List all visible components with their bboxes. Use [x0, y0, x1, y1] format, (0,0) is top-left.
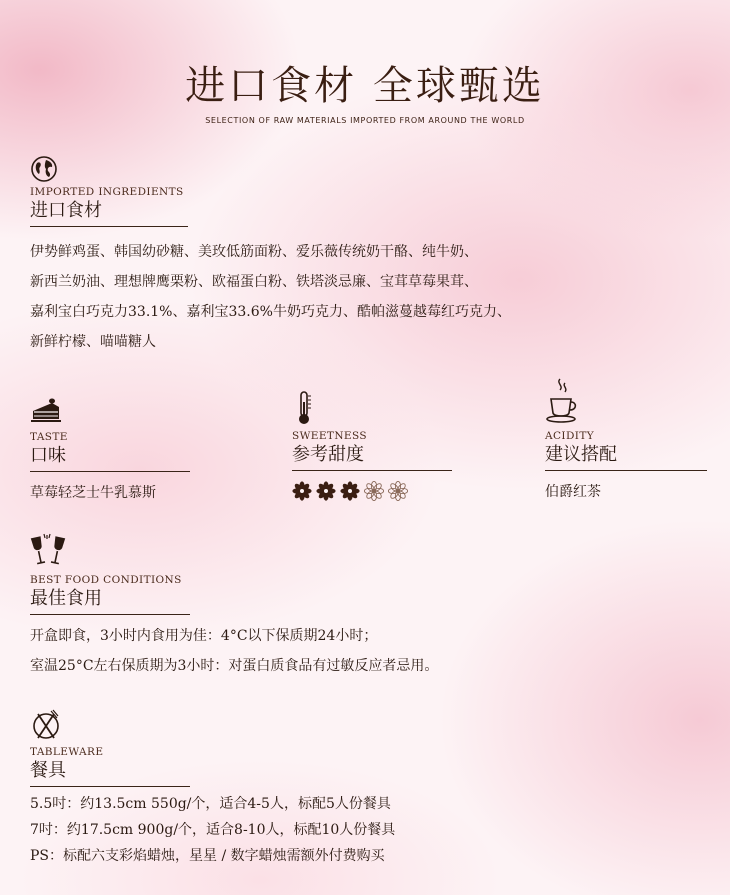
ingredients-divider: [30, 226, 188, 227]
tableware-line: 5.5吋：约13.5cm 550g/个，适合4-5人，标配5人份餐具: [30, 796, 391, 812]
page-title: 进口食材 全球甄选: [185, 63, 545, 109]
globe-icon: [30, 155, 58, 183]
taste-value: 草莓轻芝士牛乳慕斯: [30, 485, 156, 501]
sweetness-divider: [292, 470, 452, 471]
page-subtitle: SELECTION OF RAW MATERIALS IMPORTED FROM AROUND THE WORLD: [205, 116, 525, 125]
ingredients-line: 新鲜柠檬、喵喵糖人: [30, 334, 156, 350]
ingredients-label-en: IMPORTED INGREDIENTS: [30, 186, 184, 198]
fork-knife-icon: [30, 708, 62, 744]
ingredients-line: 嘉利宝白巧克力33.1%、嘉利宝33.6%牛奶巧克力、酷帕滋蔓越莓红巧克力、: [30, 304, 511, 320]
ingredients-line: 伊势鲜鸡蛋、韩国幼砂糖、美玫低筋面粉、爱乐薇传统奶干酪、纯牛奶、: [30, 244, 478, 260]
acidity-section: [545, 375, 707, 507]
conditions-list: [30, 621, 700, 681]
ingredients-section: [30, 155, 700, 357]
tableware-list: [30, 791, 700, 869]
sweetness-rating: [292, 481, 452, 501]
tableware-section: [30, 708, 700, 869]
ingredients-list: [30, 237, 700, 357]
rating-flower-empty: [388, 481, 408, 501]
taste-label-cn: 口味: [30, 445, 66, 466]
wine-glasses-icon: [30, 533, 66, 571]
conditions-line: 室温25°C左右保质期为3小时：对蛋白质食品有过敏反应者忌用。: [30, 658, 439, 674]
conditions-label-en: BEST FOOD CONDITIONS: [30, 574, 182, 586]
rating-flower-filled: [292, 481, 312, 501]
tableware-line: 7吋：约17.5cm 900g/个，适合8-10人，标配10人份餐具: [30, 822, 396, 838]
ingredients-label-cn: 进口食材: [30, 200, 102, 221]
rating-flower-empty: [364, 481, 384, 501]
cake-icon: [30, 395, 62, 425]
taste-label-en: TASTE: [30, 431, 68, 443]
taste-divider: [30, 471, 190, 472]
thermometer-icon: [292, 390, 316, 426]
ingredients-line: 新西兰奶油、理想牌鹰栗粉、欧福蛋白粉、铁塔淡忌廉、宝茸草莓果茸、: [30, 274, 478, 290]
tableware-label-en: TABLEWARE: [30, 746, 104, 758]
taste-section: [30, 395, 190, 508]
acidity-label-cn: 建议搭配: [545, 444, 617, 465]
sweetness-label-cn: 参考甜度: [292, 444, 364, 465]
rating-flower-filled: [340, 481, 360, 501]
rating-flower-filled: [316, 481, 336, 501]
tableware-line: PS：标配六支彩焰蜡烛，星星 / 数字蜡烛需额外付费购买: [30, 848, 385, 864]
conditions-line: 开盒即食，3小时内食用为佳：4°C以下保质期24小时；: [30, 628, 378, 644]
page-header: [0, 62, 730, 125]
acidity-label-en: ACIDITY: [545, 430, 595, 442]
sweetness-label-en: SWEETNESS: [292, 430, 367, 442]
acidity-value: 伯爵红茶: [545, 484, 601, 500]
sweetness-section: [292, 390, 452, 501]
conditions-section: [30, 533, 700, 681]
tableware-label-cn: 餐具: [30, 760, 66, 781]
conditions-divider: [30, 614, 190, 615]
tableware-divider: [30, 786, 190, 787]
coffee-cup-icon: [545, 375, 579, 427]
acidity-divider: [545, 470, 707, 471]
conditions-label-cn: 最佳食用: [30, 588, 102, 609]
